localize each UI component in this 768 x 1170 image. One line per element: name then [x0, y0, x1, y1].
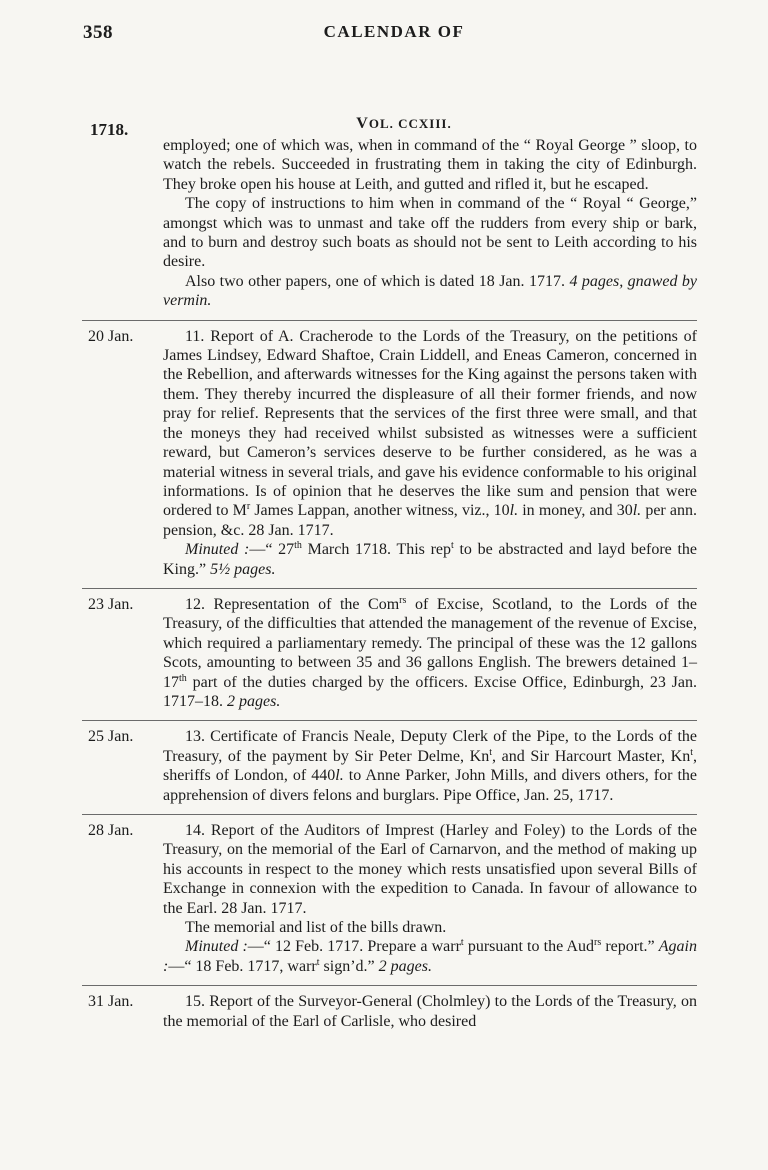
calendar-body	[88, 136, 698, 1031]
page-number: 358	[83, 22, 113, 43]
entry-enclosure: The memorial and list of the bills drawn.	[185, 919, 447, 937]
intro-pages-note: 4 pages, gnawed by vermin.	[163, 272, 698, 310]
intro-paragraph-3-text: Also two other papers, one of which is dated 18 Jan. 1717.	[185, 272, 565, 290]
entry-text: 15. Report of the Surveyor-General (Cholmley) to the Lords of the Treasury, on the memorial of the Earl of Carlisle, who desired	[163, 993, 697, 1030]
entry-date: 31 Jan.	[88, 993, 134, 1011]
entry-date: 28 Jan.	[88, 822, 134, 839]
running-head: CALENDAR OF	[323, 22, 465, 41]
entry-11	[88, 320, 698, 579]
volume-prefix: V	[356, 115, 369, 132]
entry-pages: 2 pages.	[227, 692, 281, 710]
entry-date: 23 Jan.	[88, 595, 134, 613]
entry-text: 11. Report of A. Cracherode to the Lords of the Treasury, on the petitions of James Lindsey, Edward Shaftoe, Crain Liddell, and Eneas Cameron, concerned in the Rebellion, and afterwards witnesses for the King against the persons taken with them. They thereby incurred the displeasure of all their former friends, and now pray for relief. Represents that the services of the first three were small, and that the moneys they had received whilst subsisted as witnesses were a sufficient reward, but Cameron’s services deserve to be further considered, as he was a material witness in several trials, and gave his evidence conformable to his original informations. Is of opinion that he deserves the like sum and pension that were ordered to $M^r$ James Lappan, another witness, viz., 10l. in money, and 30l. per ann. pension, &c. 28 Jan. 1717.	[163, 327, 698, 539]
entry-date: 25 Jan.	[88, 728, 134, 746]
entry-date: 20 Jan.	[88, 327, 134, 345]
entry-pages: 2 pages.	[378, 957, 432, 975]
year-label: 1718.	[90, 120, 129, 139]
entry-13	[88, 720, 698, 805]
entry-text: 13. Certificate of Francis Neale, Deputy Clerk of the Pipe, to the Lords of the Treasury, of the payment by Sir Peter Delme, Kn$^t$, and Sir Harcourt Master, Kn$^t$, sheriffs of London, of 440l. to Anne Parker, John Mills, and divers others, for the apprehension of divers felons and burglars. Pipe Office, Jan. 25, 1717.	[163, 728, 698, 804]
entry-14	[88, 814, 697, 976]
entry-text: 12. Representation of the Com$^{rs}$ of Excise, Scotland, to the Lords of the Treasury, of the difficulties that attended the management of the revenue of Excise, which required a parliamentary remedy. The principal of these was the 12 gallons Scots, amounting to between 35 and 36 gallons English. The brewers detained 1–17th part of the duties charged by the officers. Excise Office, Edinburgh, 23 Jan. 1717–18. 2 pages.	[163, 594, 697, 710]
entry-pages: 5½ pages.	[210, 560, 276, 578]
intro-paragraph-2: The copy of instructions to him when in command of the “ Royal “ George,” amongst which was to unmast and take off the rudders from every ship or bark, and to burn and destroy such boats as should not be sent to Leith according to his desire.	[163, 195, 697, 271]
entry-12	[88, 588, 697, 711]
volume-rest: OL. CCXIII.	[368, 116, 452, 131]
entry-15	[88, 985, 697, 1031]
intro-paragraph-3	[163, 272, 697, 311]
entry-text: 14. Report of the Auditors of Imprest (Harley and Foley) to the Lords of the Treasury, on the memorial of the Earl of Carnarvon, and the method of making up his accounts in respect to the money which rests unsatisfied upon several Bills of Exchange in connexion with the expedition to Canada. In favour of allowance to the Earl. 28 Jan. 1717.	[163, 822, 697, 917]
intro-paragraph-1: employed; one of which was, when in command of the “ Royal George ” sloop, to watch the rebels. Succeeded in frustrating them in taking the city of Edinburgh. They broke open his house at Leith, and gutted and rifled it, but he escaped.	[163, 137, 697, 193]
volume-heading	[0, 115, 768, 133]
entry-minute: Minuted :—“ 12 Feb. 1717. Prepare a warr$^t$ pursuant to the Aud$^{rs}$ report.” Again :—“ 18 Feb. 1717, warr$^t$ sign’d.” 2 pages.	[163, 937, 697, 975]
entry-minute: Minuted :—“ 27th March 1718. This rep$^t$ to be abstracted and layd before the King.” 5½ pages.	[163, 540, 698, 578]
